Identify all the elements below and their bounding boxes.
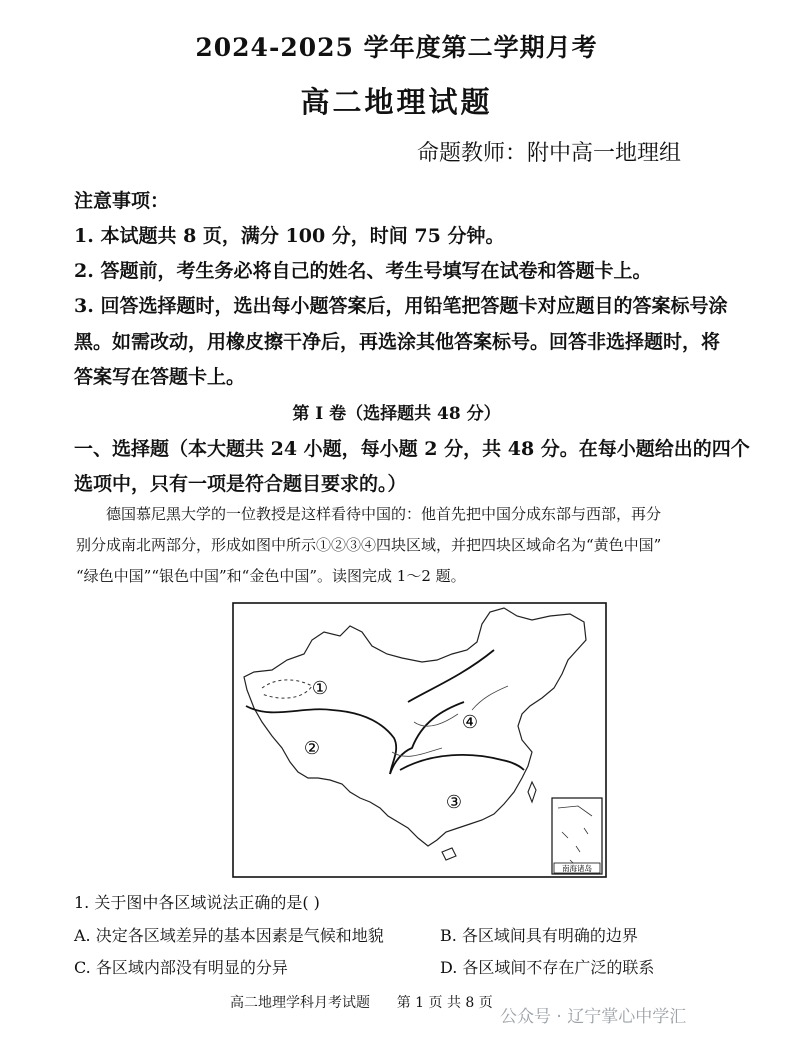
notes-item-1: 1. 本试题共 8 页，满分 100 分，时间 75 分钟。 [74,225,505,247]
region-2-label: ② [303,738,321,759]
stem-line-3: “绿色中国”“银色中国”和“金色中国”。读图完成 1～2 题。 [76,567,466,585]
region-1-label: ① [311,678,329,699]
page-footer: 高二地理学科月考试题 第 1 页 共 8 页 [230,995,493,1011]
section-heading: 第 I 卷（选择题共 48 分） [292,404,501,424]
exam-title: 2024-2025 学年度第二学期月考 [195,33,598,62]
question-1-stem: 1. 关于图中各区域说法正确的是( ) [74,893,320,912]
notes-item-3-line-3: 答案写在答题卡上。 [74,366,246,388]
inset-label: 南海诸岛 [562,864,592,873]
notes-heading: 注意事项： [74,190,170,212]
subject-title: 高二地理试题 [300,85,493,119]
notes-item-3-line-2: 黑。如需改动，用橡皮擦干净后，再选涂其他答案标号。回答非选择题时，将 [74,331,721,353]
section-instructions-line-2: 选项中，只有一项是符合题目要求的。） [74,473,407,495]
notes-item-3-line-1: 3. 回答选择题时，选出每小题答案后，用铅笔把答题卡对应题目的答案标号涂 [74,295,728,317]
watermark: 公众号 · 辽宁掌心中学汇 [500,1007,687,1027]
region-4-label: ④ [461,712,479,733]
stem-line-2: 别分成南北两部分，形成如图中所示①②③④四块区域，并把四块区域命名为“黄色中国” [76,536,662,554]
notes-item-2: 2. 答题前，考生务必将自己的姓名、考生号填写在试卷和答题卡上。 [74,260,652,282]
south-china-sea-inset [552,798,602,874]
stem-line-1: 德国慕尼黑大学的一位教授是这样看待中国的：他首先把中国分成东部与西部，再分 [106,505,662,523]
map-frame [233,603,606,877]
region-3-label: ③ [445,792,463,813]
option-a[interactable]: A. 决定各区域差异的基本因素是气候和地貌 [74,926,384,945]
section-instructions-line-1: 一、选择题（本大题共 24 小题，每小题 2 分，共 48 分。在每小题给出的四个 [74,438,750,460]
option-d[interactable]: D. 各区域间不存在广泛的联系 [440,958,655,977]
option-b[interactable]: B. 各区域间具有明确的边界 [440,926,638,945]
author-line: 命题教师：附中高一地理组 [416,141,681,166]
china-region-map [232,602,607,878]
option-c[interactable]: C. 各区域内部没有明显的分异 [74,958,288,977]
